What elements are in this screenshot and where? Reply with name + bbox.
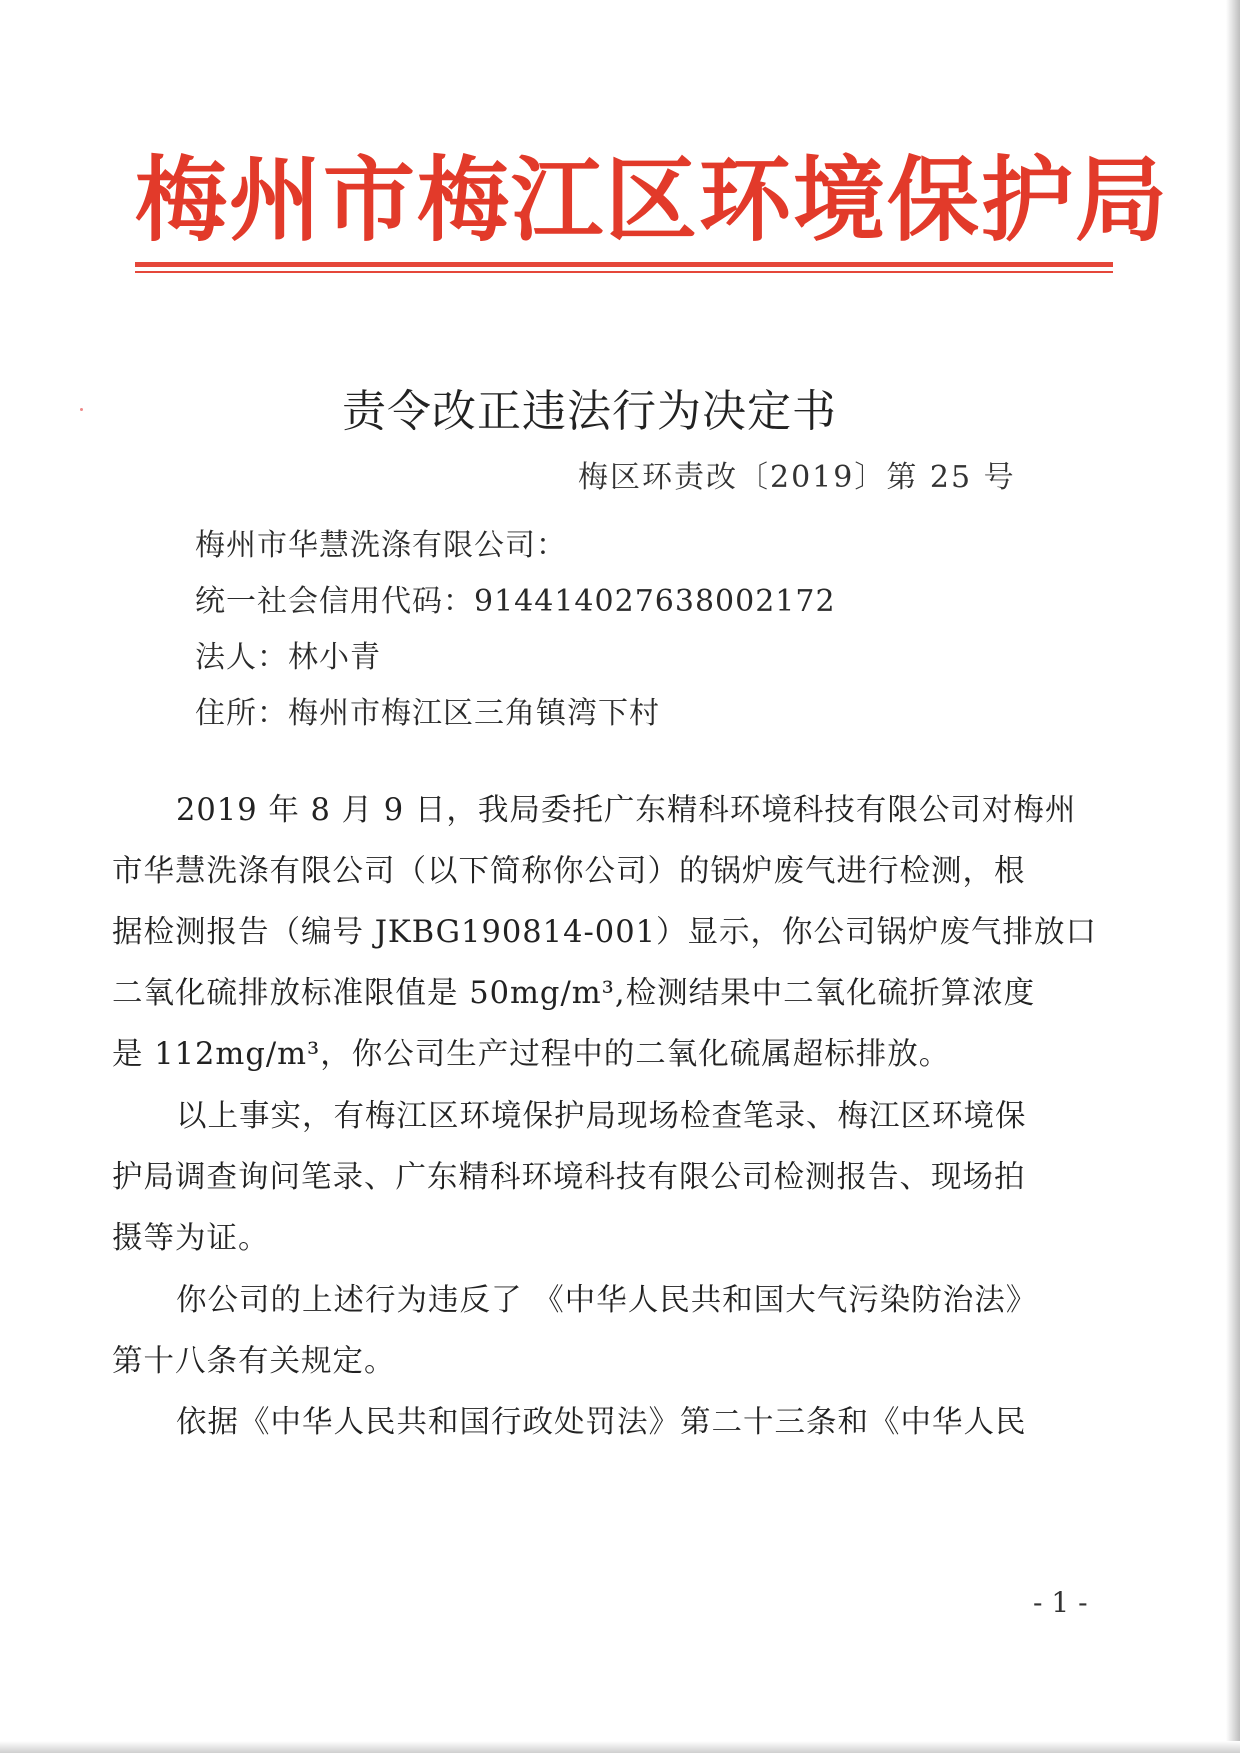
body-paragraph-4	[112, 1392, 1112, 1453]
paragraph-line: 2019 年 8 月 9 日，我局委托广东精科环境科技有限公司对梅州	[176, 793, 1077, 828]
party-legal-person: 法人：林小青	[195, 640, 381, 675]
paragraph-line: 以上事实，有梅江区环境保护局现场检查笔录、梅江区环境保	[176, 1099, 1027, 1134]
paragraph-line: 你公司的上述行为违反了 《中华人民共和国大气污染防治法》	[176, 1283, 1038, 1318]
paragraph-line: 第十八条有关规定。	[112, 1344, 396, 1379]
page-number: - 1 -	[1033, 1586, 1088, 1619]
paragraph-line: 是 112mg/m³，你公司生产过程中的二氧化硫属超标排放。	[112, 1037, 951, 1072]
document-title: 责令改正违法行为决定书	[342, 386, 837, 437]
scan-speck	[80, 408, 83, 411]
paragraph-line: 市华慧洗涤有限公司（以下简称你公司）的锅炉废气进行检测，根	[112, 854, 1026, 889]
scan-edge-right	[1226, 0, 1240, 1753]
body-paragraph-1	[112, 780, 1112, 1085]
letterhead-rule-thin	[135, 271, 1113, 273]
party-company: 梅州市华慧洗涤有限公司：	[195, 528, 567, 563]
body-paragraph-2	[112, 1086, 1112, 1269]
paragraph-line: 摄等为证。	[112, 1221, 270, 1256]
letterhead-rule-thick	[135, 262, 1113, 267]
paragraph-line: 据检测报告（编号 JKBG190814-001）显示，你公司锅炉废气排放口	[112, 915, 1098, 950]
agency-letterhead: 梅州市梅江区环境保护局	[135, 146, 1170, 254]
body-paragraph-3	[112, 1270, 1112, 1392]
scan-edge-bottom	[0, 1741, 1240, 1753]
paragraph-line: 依据《中华人民共和国行政处罚法》第二十三条和《中华人民	[176, 1405, 1027, 1440]
paragraph-line: 二氧化硫排放标准限值是 50mg/m³,检测结果中二氧化硫折算浓度	[112, 976, 1036, 1011]
paragraph-line: 护局调查询问笔录、广东精科环境科技有限公司检测报告、现场拍	[112, 1160, 1026, 1195]
party-address: 住所：梅州市梅江区三角镇湾下村	[195, 696, 660, 731]
document-number: 梅区环责改〔2019〕第 25 号	[578, 460, 1016, 495]
party-credit-code: 统一社会信用代码：914414027638002172	[195, 584, 836, 619]
